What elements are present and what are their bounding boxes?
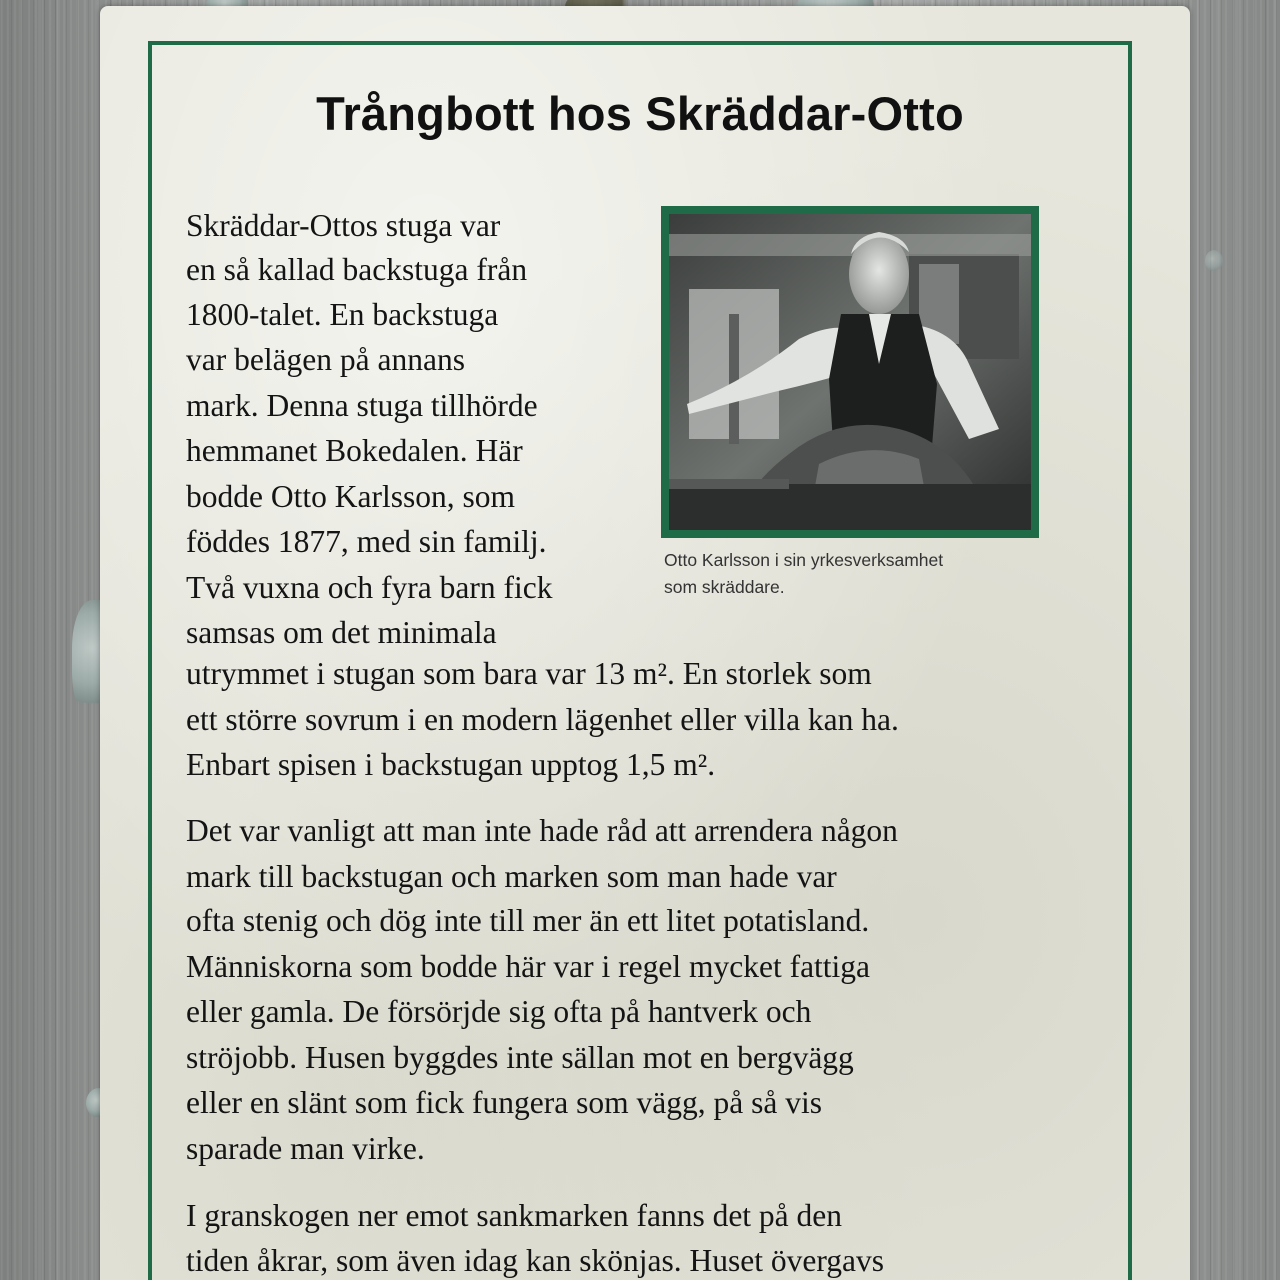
paragraph-2-line: ofta stenig och dög inte till mer än ett litet potatisland. bbox=[186, 903, 870, 938]
paragraph-1-line: utrymmet i stugan som bara var 13 m². En storlek som bbox=[186, 656, 872, 691]
paragraph-2-line: sparade man virke. bbox=[186, 1131, 425, 1166]
historical-photo bbox=[661, 206, 1039, 538]
paragraph-1-line: Enbart spisen i backstugan upptog 1,5 m². bbox=[186, 747, 716, 782]
paragraph-1-line: samsas om det minimala bbox=[186, 615, 497, 650]
paragraph-2-line: eller gamla. De försörjde sig ofta på hantverk och bbox=[186, 994, 812, 1029]
paragraph-1-line: mark. Denna stuga tillhörde bbox=[186, 388, 538, 423]
paragraph-1-line: Två vuxna och fyra barn fick bbox=[186, 570, 553, 605]
paragraph-2-line: Människorna som bodde här var i regel mycket fattiga bbox=[186, 949, 871, 984]
photo-caption-line: som skräddare. bbox=[664, 577, 785, 597]
paragraph-2-line: ströjobb. Husen byggdes inte sällan mot en bergvägg bbox=[186, 1040, 854, 1075]
paragraph-1-line: ett större sovrum i en modern lägenhet eller villa kan ha. bbox=[186, 702, 899, 737]
paragraph-1-line: 1800-talet. En backstuga bbox=[186, 297, 499, 332]
paragraph-1-line: föddes 1877, med sin familj. bbox=[186, 524, 547, 559]
paragraph-1-line: bodde Otto Karlsson, som bbox=[186, 479, 515, 514]
tailor-portrait-image bbox=[669, 214, 1031, 530]
paragraph-3-line: tiden åkrar, som även idag kan skönjas. Huset övergavs bbox=[186, 1243, 884, 1278]
paragraph-2-line: Det var vanligt att man inte hade råd att arrendera någon bbox=[186, 813, 898, 848]
paragraph-1-line: en så kallad backstuga från bbox=[186, 252, 528, 287]
photo-caption-line: Otto Karlsson i sin yrkesverksamhet bbox=[664, 550, 944, 570]
lichen-patch bbox=[1205, 250, 1223, 272]
paragraph-2-line: mark till backstugan och marken som man hade var bbox=[186, 859, 837, 894]
paragraph-1-line: hemmanet Bokedalen. Här bbox=[186, 433, 523, 468]
paragraph-2-line: eller en slänt som fick fungera som vägg, på så vis bbox=[186, 1085, 822, 1120]
paragraph-1-line: var belägen på annans bbox=[186, 342, 465, 377]
paragraph-3-line: I granskogen ner emot sankmarken fanns det på den bbox=[186, 1198, 843, 1233]
paragraph-1-line: Skräddar-Ottos stuga var bbox=[186, 208, 501, 243]
sign-title: Trångbott hos Skräddar-Otto bbox=[316, 87, 964, 140]
